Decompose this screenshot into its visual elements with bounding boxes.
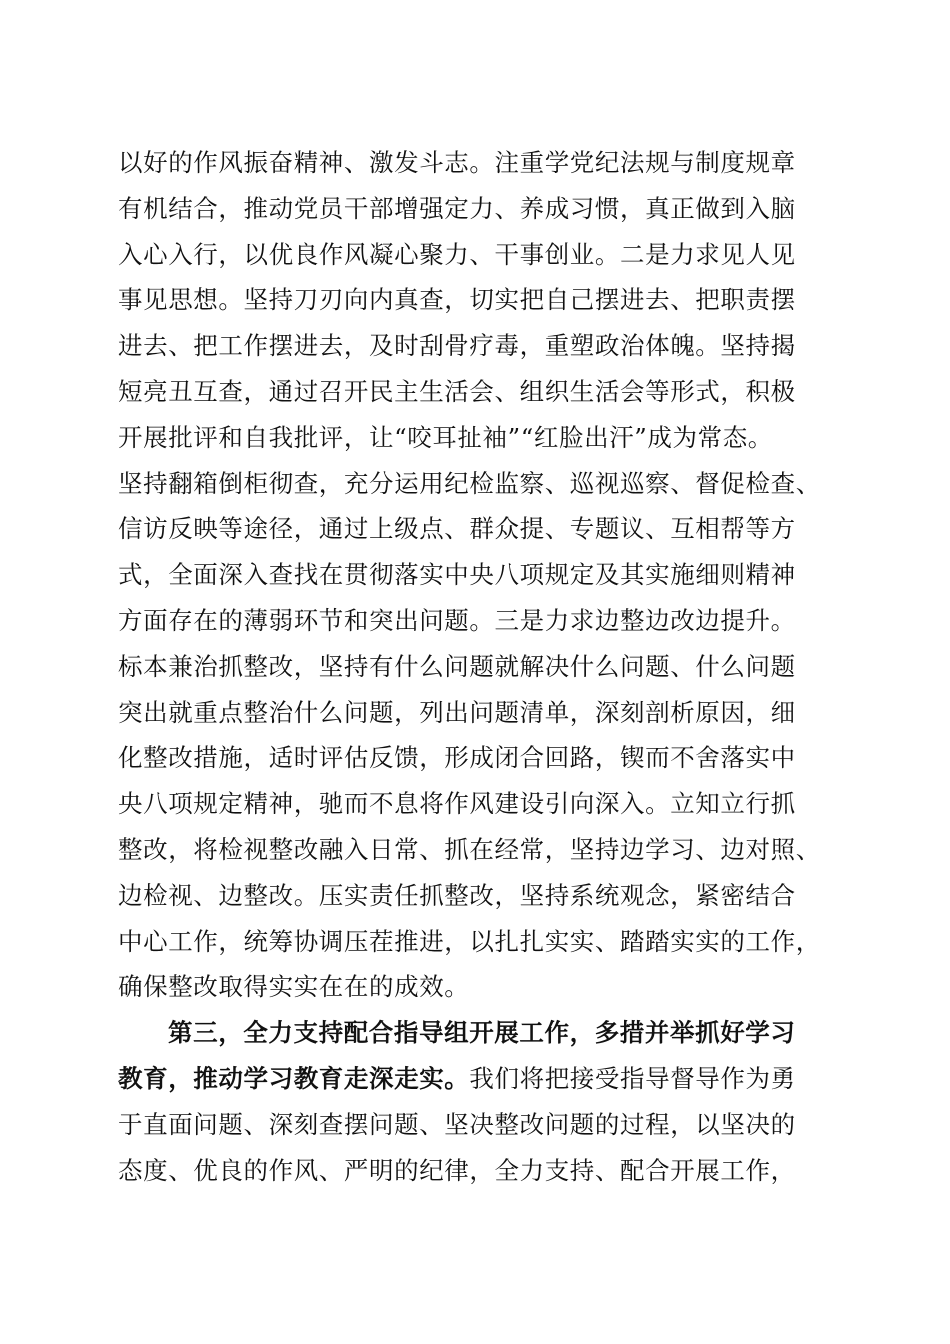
text-line: 边检视、边整改。压实责任抓整改，坚持系统观念，紧密结合: [118, 880, 796, 910]
text-line: 以好的作风振奋精神、激发斗志。注重学党纪法规与制度规章: [118, 148, 796, 177]
text-line: 标本兼治抓整改，坚持有什么问题就解决什么问题、什么问题: [118, 651, 796, 681]
section-three-text-start: 我们将把接受指导督导作为勇: [469, 1063, 796, 1093]
text-line: 开展批评和自我批评，让“咬耳扯袖”“红脸出汗”成为常态。: [118, 422, 773, 452]
text-line: 坚持翻箱倒柜彻查，充分运用纪检监察、巡视巡察、督促检查、: [118, 468, 821, 498]
body-text: [118, 140, 838, 1193]
text-line: 央八项规定精神，驰而不息将作风建设引向深入。立知立行抓: [118, 789, 796, 819]
text-line: 突出就重点整治什么问题，列出问题清单，深刻剖析原因，细: [118, 697, 796, 727]
text-line: 式，全面深入查找在贯彻落实中央八项规定及其实施细则精神: [118, 560, 796, 590]
text-line: 整改，将检视整改融入日常、抓在经常，坚持边学习、边对照、: [118, 834, 821, 864]
text-line: 方面存在的薄弱环节和突出问题。三是力求边整边改边提升。: [118, 605, 796, 635]
text-line: 中心工作，统筹协调压茬推进，以扎扎实实、踏踏实实的工作，: [118, 926, 821, 956]
text-line: 有机结合，推动党员干部增强定力、养成习惯，真正做到入脑: [118, 193, 796, 223]
section-three-line-4: 态度、优良的作风、严明的纪律，全力支持、配合开展工作，: [118, 1155, 796, 1185]
text-line: 确保整改取得实实在在的成效。: [118, 972, 470, 1002]
section-three-line-3: 于直面问题、深刻查摆问题、坚决整改问题的过程，以坚决的: [118, 1109, 796, 1139]
section-three-heading-end: 教育，推动学习教育走深走实。: [118, 1063, 470, 1093]
text-line: 短亮丑互查，通过召开民主生活会、组织生活会等形式，积极: [118, 376, 796, 406]
text-line: 事见思想。坚持刀刃向内真查，切实把自己摆进去、把职责摆: [118, 285, 796, 315]
text-line: 入心入行，以优良作风凝心聚力、干事创业。二是力求见人见: [118, 239, 796, 269]
text-line: 信访反映等途径，通过上级点、群众提、专题议、互相帮等方: [118, 514, 796, 544]
section-three-line-2: [118, 1056, 838, 1102]
section-three-heading-line: 第三，全力支持配合指导组开展工作，多措并举抓好学习: [168, 1018, 796, 1048]
text-line: 进去、把工作摆进去，及时刮骨疗毒，重塑政治体魄。坚持揭: [118, 331, 796, 361]
text-line: 化整改措施，适时评估反馈，形成闭合回路，锲而不舍落实中: [118, 743, 796, 773]
